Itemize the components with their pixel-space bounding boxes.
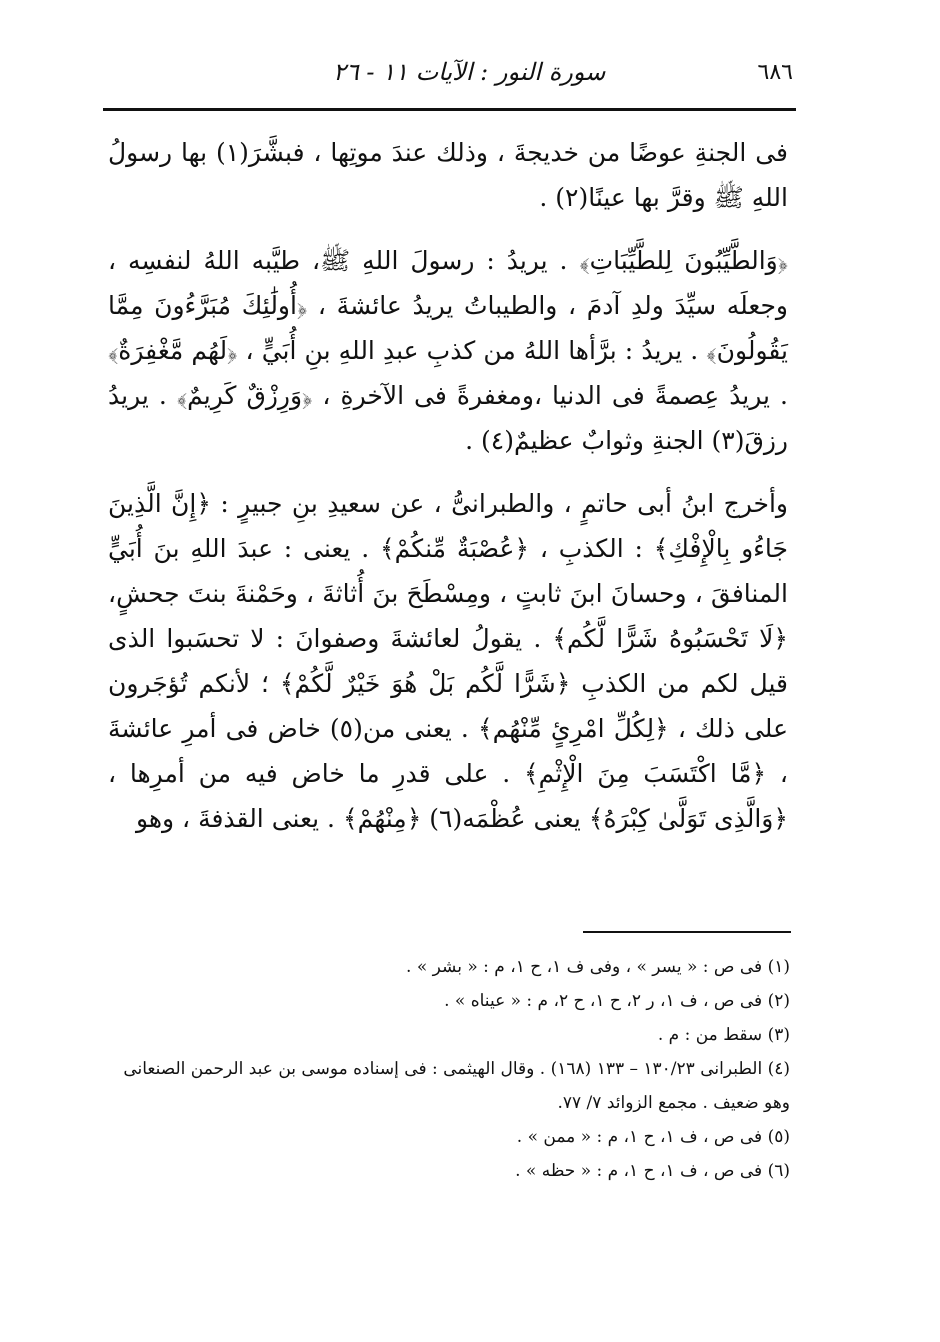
- paragraph-gap: [108, 463, 788, 481]
- footnote-6: (٦) فى ص ، ف ١، ح ١، م : « حظه » .: [515, 1161, 790, 1181]
- footnote-4: (٤) الطبرانى ١٣٠/٢٣ – ١٣٣ (١٦٨) . وقال الهيثمى : فى إسناده موسى بن عبد الرحمن الصنعانى وهو ضعيف . مجمع الزوائد ٧/ ٧٧.: [123, 1059, 790, 1113]
- paragraph-gap: [108, 220, 788, 238]
- header-divider: [103, 108, 796, 111]
- main-text: [108, 130, 788, 841]
- paragraph-1: فى الجنةِ عوضًا من خديجةَ ، وذلك عندَ موتِها ، فبشَّرَ(١) بها رسولُ اللهِ ﷺ وقرَّ بها عينًا(٢) .: [108, 138, 788, 212]
- footnotes: [110, 950, 790, 1188]
- footnote-3: (٣) سقط من : م .: [657, 1025, 790, 1045]
- running-title: سورة النور : الآيات ١١ - ٢٦: [333, 58, 606, 86]
- page-number: ٦٨٦: [757, 60, 793, 85]
- paragraph-2: ﴿وَالطَّيِّبُونَ لِلطَّيِّبَاتِ﴾ . يريدُ : رسولَ اللهِ ﷺ، طيَّبه اللهُ لنفسِه ، وجعلَه سيِّدَ ولدِ آدمَ ، والطيباتُ يريدُ عائشةَ ، ﴿أُولَٰئِكَ مُبَرَّءُونَ مِمَّا يَقُولُونَ﴾ . يريدُ : برَّأها اللهُ من كذبِ عبدِ اللهِ بنِ أُبَيٍّ ، ﴿لَهُم مَّغْفِرَةٌ﴾ . يريدُ عِصمةً فى الدنيا ،ومغفرةً فى الآخرةِ ، ﴿وَرِزْقٌ كَرِيمٌ﴾ . يريدُ رزقَ(٣) الجنةِ وثوابٌ عظيمٌ(٤) .: [108, 246, 788, 455]
- footnote-2: (٢) فى ص ، ف ١، ر ٢، ح ١، ح ٢، م : « عيناه » .: [444, 991, 790, 1011]
- footnote-divider: [583, 931, 791, 933]
- page-header: [103, 56, 793, 96]
- footnote-5: (٥) فى ص ، ف ١، ح ١، م : « ممن » .: [516, 1127, 790, 1147]
- paragraph-3: وأخرج ابنُ أبى حاتمٍ ، والطبرانىُّ ، عن سعيدِ بنِ جبيرٍ : ﴿إِنَّ الَّذِينَ جَاءُو بِالْإِفْكِ﴾ : الكذبِ ، ﴿عُصْبَةٌ مِّنكُمْ﴾ . يعنى : عبدَ اللهِ بنَ أُبَيٍّ المنافقَ ، وحسانَ ابنَ ثابتٍ ، ومِسْطَحَ بنَ أُثاثةَ ، وحَمْنةَ بنتَ جحشٍ، ﴿لَا تَحْسَبُوهُ شَرًّا لَّكُم﴾ . يقولُ لعائشةَ وصفوانَ : لا تحسَبوا الذى قيل لكم من الكذبِ ﴿شَرًّا لَّكُم بَلْ هُوَ خَيْرٌ لَّكُمْ﴾ ؛ لأنكم تُؤجَرون على ذلك ، ﴿لِكُلِّ امْرِئٍ مِّنْهُم﴾ . يعنى من(٥) خاض فى أمرِ عائشةَ ، ﴿مَّا اكْتَسَبَ مِنَ الْإِثْمِ﴾ . على قدرِ ما خاض فيه من أمرِها ، ﴿وَالَّذِى تَوَلَّىٰ كِبْرَهُ﴾ يعنى عُظْمَه(٦) ﴿مِنْهُمْ﴾ . يعنى القذفةَ ، وهو: [108, 489, 789, 833]
- footnote-1: (١) فى ص : « يسر » ، وفى ف ١، ح ١، م : « بشر » .: [406, 957, 790, 977]
